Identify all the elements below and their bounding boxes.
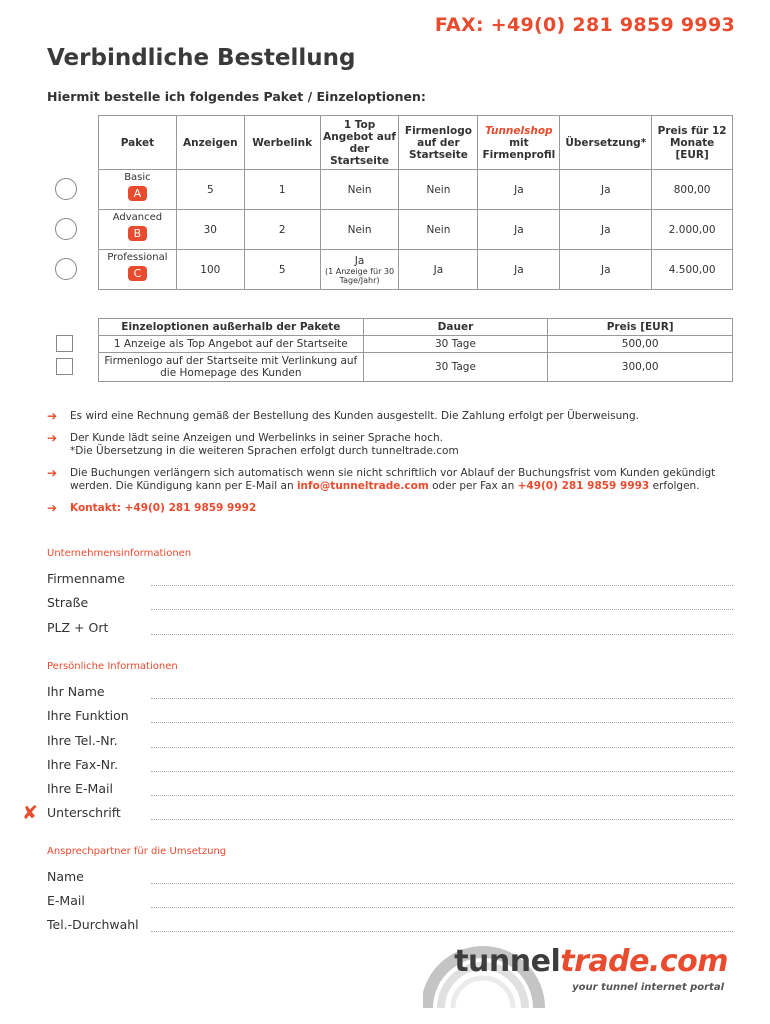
col-header-firmenlogo: Firmenlogo auf der Startseite bbox=[399, 116, 478, 170]
cell-top-angebot: Nein bbox=[320, 170, 399, 210]
package-radio-professional[interactable] bbox=[55, 258, 77, 280]
note-text: erfolgen. bbox=[652, 480, 700, 492]
option-checkbox-firmenlogo[interactable] bbox=[56, 358, 73, 375]
note-text: oder per Fax an bbox=[432, 480, 515, 492]
cell-werbelink: 1 bbox=[244, 170, 320, 210]
cell-anzeigen: 5 bbox=[176, 170, 244, 210]
contact-phone: Kontakt: +49(0) 281 9859 9992 bbox=[70, 502, 257, 514]
field-label: Ihre E-Mail bbox=[47, 781, 113, 796]
input-line[interactable] bbox=[151, 747, 733, 748]
field-label: Straße bbox=[47, 595, 89, 610]
cell-uebersetzung: Ja bbox=[560, 250, 652, 290]
input-line[interactable] bbox=[151, 771, 733, 772]
note-item bbox=[47, 410, 737, 423]
package-table-header bbox=[99, 116, 733, 170]
options-table bbox=[98, 318, 733, 382]
signature-x-icon: ✘ bbox=[22, 802, 38, 824]
email-field[interactable] bbox=[47, 781, 733, 799]
field-label: Ihre Tel.-Nr. bbox=[47, 733, 118, 748]
field-label: Firmenname bbox=[47, 571, 125, 586]
package-letter-badge: A bbox=[128, 186, 147, 201]
cell-option-preis: 500,00 bbox=[548, 336, 733, 353]
cell-anzeigen: 100 bbox=[176, 250, 244, 290]
table-row bbox=[99, 353, 733, 382]
input-line[interactable] bbox=[151, 585, 733, 586]
note-item bbox=[47, 467, 737, 493]
note-text: Der Kunde lädt seine Anzeigen und Werbelinks in seiner Sprache hoch. bbox=[70, 432, 443, 444]
cell-option-preis: 300,00 bbox=[548, 353, 733, 382]
input-line[interactable] bbox=[151, 634, 733, 635]
page-subtitle: Hiermit bestelle ich folgendes Paket / Einzeloptionen: bbox=[47, 89, 426, 104]
package-radio-basic[interactable] bbox=[55, 178, 77, 200]
cell-top-angebot: Nein bbox=[320, 210, 399, 250]
plz-ort-field[interactable] bbox=[47, 620, 733, 638]
package-radio-advanced[interactable] bbox=[55, 218, 77, 240]
page-title: Verbindliche Bestellung bbox=[47, 45, 356, 71]
input-line[interactable] bbox=[151, 722, 733, 723]
tunneltrade-logo bbox=[423, 944, 728, 1010]
input-line[interactable] bbox=[151, 931, 733, 932]
package-name: Basic bbox=[124, 172, 151, 183]
note-text: werden. Die Kündigung kann per E-Mail an bbox=[70, 480, 294, 492]
cell-dauer: 30 Tage bbox=[363, 353, 548, 382]
note-item bbox=[47, 502, 737, 515]
col-header-anzeigen: Anzeigen bbox=[176, 116, 244, 170]
col-header-tunnelshop bbox=[478, 116, 560, 170]
options-table-header bbox=[99, 319, 733, 336]
contact-tel-field[interactable] bbox=[47, 917, 733, 935]
package-name: Professional bbox=[107, 252, 168, 263]
note-text: Es wird eine Rechnung gemäß der Bestellung des Kunden ausgestellt. Die Zahlung erfolgt per Überweisung. bbox=[70, 410, 639, 422]
cell-uebersetzung: Ja bbox=[560, 170, 652, 210]
cell-top-angebot bbox=[320, 250, 399, 290]
fax-link: +49(0) 281 9859 9993 bbox=[517, 480, 650, 492]
cell-tunnelshop: Ja bbox=[478, 250, 560, 290]
cell-option-name: Firmenlogo auf der Startseite mit Verlinkung auf die Homepage des Kunden bbox=[99, 353, 364, 382]
section-heading-contact: Ansprechpartner für die Umsetzung bbox=[47, 846, 227, 857]
email-link[interactable]: info@tunneltrade.com bbox=[296, 480, 429, 492]
tunnelshop-label-rest: mit Firmenprofil bbox=[482, 136, 556, 161]
tunnelshop-label: Tunnelshop bbox=[485, 124, 553, 137]
cell-werbelink: 5 bbox=[244, 250, 320, 290]
col-header-dauer: Dauer bbox=[363, 319, 548, 336]
package-name-cell bbox=[99, 170, 177, 210]
arrow-right-icon: ➔ bbox=[47, 501, 58, 515]
cell-anzeigen: 30 bbox=[176, 210, 244, 250]
col-header-werbelink: Werbelink bbox=[244, 116, 320, 170]
cell-firmenlogo: Nein bbox=[399, 210, 478, 250]
table-row bbox=[99, 250, 733, 290]
package-name-cell bbox=[99, 250, 177, 290]
arrow-right-icon: ➔ bbox=[47, 466, 58, 480]
note-text: Die Buchungen verlängern sich automatisch wenn sie nicht schriftlich vor Ablauf der Buchungsfrist vom Kunden gekündigt bbox=[70, 467, 716, 479]
cell-tunnelshop: Ja bbox=[478, 170, 560, 210]
package-letter-badge: C bbox=[128, 266, 147, 281]
top-angebot-note: (1 Anzeige für 30 Tage/Jahr) bbox=[325, 266, 395, 285]
note-text: *Die Übersetzung in die weiteren Sprachen erfolgt durch tunneltrade.com bbox=[70, 445, 459, 457]
cell-tunnelshop: Ja bbox=[478, 210, 560, 250]
cell-dauer: 30 Tage bbox=[363, 336, 548, 353]
input-line[interactable] bbox=[151, 907, 733, 908]
cell-firmenlogo: Ja bbox=[399, 250, 478, 290]
table-row bbox=[99, 336, 733, 353]
table-row bbox=[99, 210, 733, 250]
cell-preis: 4.500,00 bbox=[652, 250, 733, 290]
col-header-paket: Paket bbox=[99, 116, 177, 170]
field-label: Ihre Funktion bbox=[47, 708, 129, 723]
funktion-field[interactable] bbox=[47, 708, 733, 726]
col-header-option-preis: Preis [EUR] bbox=[548, 319, 733, 336]
cell-preis: 800,00 bbox=[652, 170, 733, 210]
name-field[interactable] bbox=[47, 684, 733, 702]
cell-firmenlogo: Nein bbox=[399, 170, 478, 210]
input-line[interactable] bbox=[151, 609, 733, 610]
cell-preis: 2.000,00 bbox=[652, 210, 733, 250]
fax-number: FAX: +49(0) 281 9859 9993 bbox=[434, 14, 735, 36]
contact-email-field[interactable] bbox=[47, 893, 733, 911]
input-line[interactable] bbox=[151, 795, 733, 796]
tel-field[interactable] bbox=[47, 733, 733, 751]
note-item bbox=[47, 432, 737, 458]
package-name-cell bbox=[99, 210, 177, 250]
fax-field[interactable] bbox=[47, 757, 733, 775]
contact-name-field[interactable] bbox=[47, 869, 733, 887]
logo-wordmark bbox=[454, 944, 728, 979]
signature-field[interactable] bbox=[22, 802, 733, 824]
section-heading-personal: Persönliche Informationen bbox=[47, 661, 178, 672]
logo-tagline: your tunnel internet portal bbox=[572, 982, 724, 993]
cell-werbelink: 2 bbox=[244, 210, 320, 250]
input-line[interactable] bbox=[151, 819, 733, 820]
table-row bbox=[99, 170, 733, 210]
logo-part-1: tunnel bbox=[454, 944, 561, 979]
arrow-right-icon: ➔ bbox=[47, 409, 58, 423]
col-header-preis: Preis für 12 Monate [EUR] bbox=[652, 116, 733, 170]
col-header-top-angebot: 1 Top Angebot auf der Startseite bbox=[320, 116, 399, 170]
section-heading-company: Unternehmensinformationen bbox=[47, 548, 192, 559]
field-label: Ihre Fax-Nr. bbox=[47, 757, 119, 772]
package-letter-badge: B bbox=[128, 226, 147, 241]
field-label: Name bbox=[47, 869, 84, 884]
field-label: Unterschrift bbox=[47, 805, 121, 820]
notes-list bbox=[47, 410, 737, 524]
top-angebot-value: Ja bbox=[354, 254, 365, 267]
option-checkbox-top-angebot[interactable] bbox=[56, 335, 73, 352]
field-label: Tel.-Durchwahl bbox=[47, 917, 139, 932]
arrow-right-icon: ➔ bbox=[47, 431, 58, 445]
logo-part-2: trade.com bbox=[560, 944, 728, 979]
input-line[interactable] bbox=[151, 883, 733, 884]
cell-uebersetzung: Ja bbox=[560, 210, 652, 250]
firmenname-field[interactable] bbox=[47, 571, 733, 589]
input-line[interactable] bbox=[151, 698, 733, 699]
package-name: Advanced bbox=[112, 212, 163, 223]
package-table bbox=[98, 115, 733, 290]
field-label: E-Mail bbox=[47, 893, 85, 908]
field-label: PLZ + Ort bbox=[47, 620, 109, 635]
col-header-option-name: Einzeloptionen außerhalb der Pakete bbox=[99, 319, 364, 336]
strasse-field[interactable] bbox=[47, 595, 733, 613]
field-label: Ihr Name bbox=[47, 684, 105, 699]
col-header-uebersetzung: Übersetzung* bbox=[560, 116, 652, 170]
cell-option-name: 1 Anzeige als Top Angebot auf der Startseite bbox=[99, 336, 364, 353]
